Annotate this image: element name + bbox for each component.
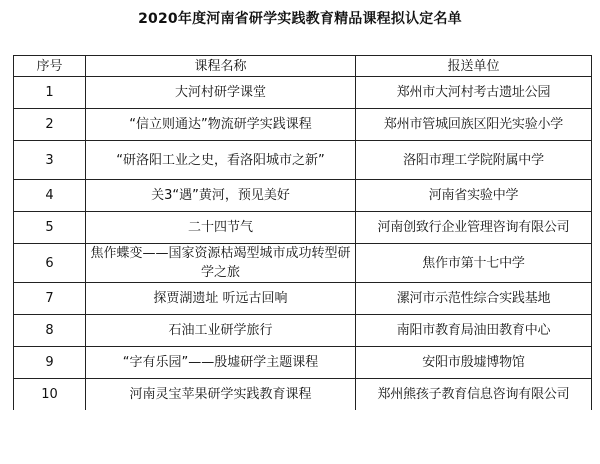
row-organization: 郑州熊孩子教育信息咨询有限公司 (356, 379, 592, 411)
row-no: 5 (14, 212, 86, 244)
table-row (14, 212, 592, 244)
row-no: 3 (14, 141, 86, 180)
row-course-name: 关3“遇”黄河，预见美好 (86, 180, 356, 212)
row-no: 10 (14, 379, 86, 411)
row-no: 9 (14, 347, 86, 379)
row-organization: 焦作市第十七中学 (356, 244, 592, 283)
row-organization: 洛阳市理工学院附属中学 (356, 141, 592, 180)
header-course-name: 课程名称 (86, 56, 356, 77)
table-row (14, 77, 592, 109)
table-row (14, 283, 592, 315)
row-course-name: 探贾湖遗址 听远古回响 (86, 283, 356, 315)
table-row (14, 244, 592, 283)
table-header-row (14, 56, 592, 77)
row-organization: 郑州市管城回族区阳光实验小学 (356, 109, 592, 141)
table-row (14, 315, 592, 347)
row-no: 6 (14, 244, 86, 283)
row-course-name: 焦作蝶变——国家资源枯竭型城市成功转型研学之旅 (86, 244, 356, 283)
row-no: 2 (14, 109, 86, 141)
course-list-table (13, 55, 592, 410)
row-no: 7 (14, 283, 86, 315)
row-no: 8 (14, 315, 86, 347)
table-row (14, 379, 592, 411)
header-organization: 报送单位 (356, 56, 592, 77)
row-organization: 河南创致行企业管理咨询有限公司 (356, 212, 592, 244)
row-no: 4 (14, 180, 86, 212)
row-course-name: “研洛阳工业之史，看洛阳城市之新” (86, 141, 356, 180)
table-row (14, 347, 592, 379)
page-title: 2020年度河南省研学实践教育精品课程拟认定名单 (138, 11, 462, 27)
table-row (14, 109, 592, 141)
row-course-name: 大河村研学课堂 (86, 77, 356, 109)
row-organization: 漯河市示范性综合实践基地 (356, 283, 592, 315)
row-organization: 南阳市教育局油田教育中心 (356, 315, 592, 347)
row-course-name: 二十四节气 (86, 212, 356, 244)
row-no: 1 (14, 77, 86, 109)
row-course-name: 石油工业研学旅行 (86, 315, 356, 347)
table-row (14, 141, 592, 180)
row-course-name: 河南灵宝苹果研学实践教育课程 (86, 379, 356, 411)
row-organization: 安阳市殷墟博物馆 (356, 347, 592, 379)
row-course-name: “字有乐园”——殷墟研学主题课程 (86, 347, 356, 379)
table-row (14, 180, 592, 212)
row-organization: 河南省实验中学 (356, 180, 592, 212)
row-course-name: “信立则通达”物流研学实践课程 (86, 109, 356, 141)
row-organization: 郑州市大河村考古遗址公园 (356, 77, 592, 109)
header-no: 序号 (14, 56, 86, 77)
